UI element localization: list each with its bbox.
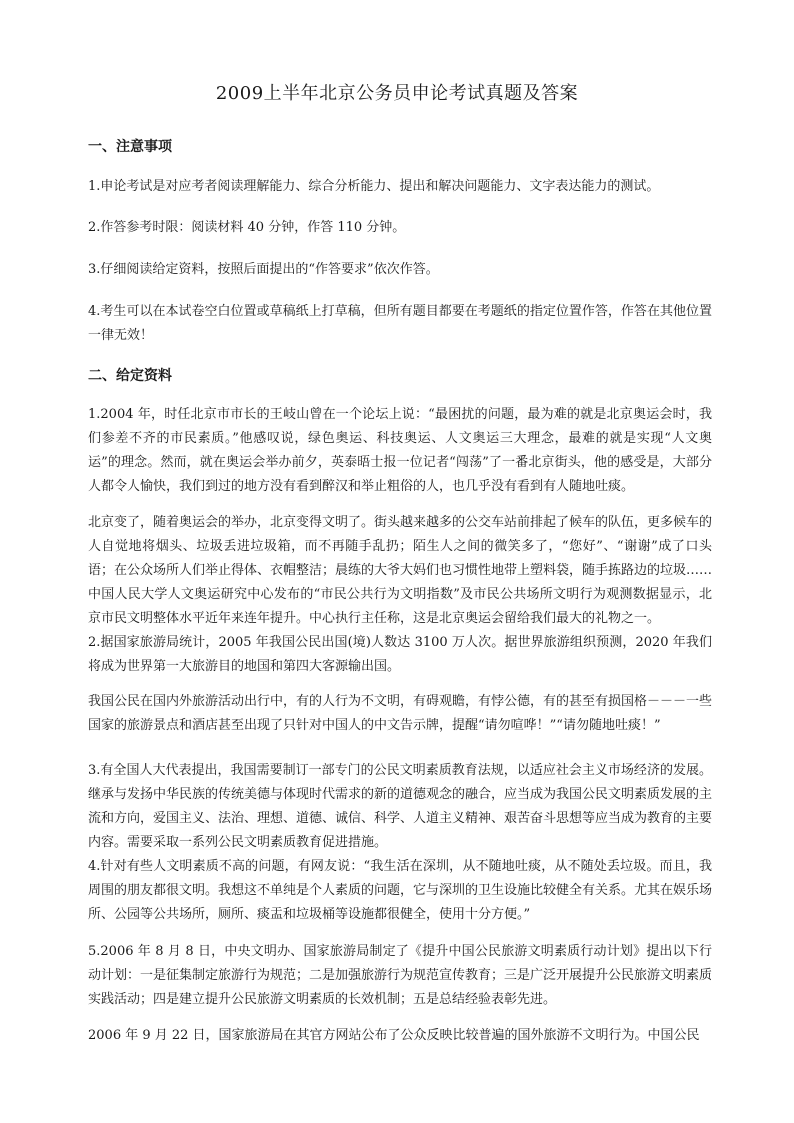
notes-item-4: 4.考生可以在本试卷空白位置或草稿纸上打草稿，但所有题目都要在考题纸的指定位置作答，作答在其他位置一律无效！ xyxy=(88,304,712,343)
material-paragraph-8: 2006 年 9 月 22 日，国家旅游局在其官方网站公布了公众反映比较普遍的国外旅游不文明行为。中国公民 xyxy=(88,1028,700,1043)
material-paragraph-1: 1.2004 年，时任北京市市长的王岐山曾在一个论坛上说：“最困扰的问题，最为难的就是北京奥运会时，我们参差不齐的市民素质。”他感叹说，绿色奥运、科技奥运、人文奥运三大理念，最难的就是实现“人文奥运”的理念。然而，就在奥运会举办前夕，英泰晤士报一位记者“闯荡”了一番北京街头，他的感受是，大部分人都令人愉快，我们到过的地方没有看到醉汉和举止粗俗的人，也几乎没有看到有人随地吐痰。 xyxy=(88,407,712,494)
material-paragraph-2: 北京变了，随着奥运会的举办，北京变得文明了。街头越来越多的公交车站前排起了候车的队伍，更多候车的人自觉地将烟头、垃圾丢进垃圾箱，而不再随手乱扔；陌生人之间的微笑多了，“您好”、“谢谢”成了口头语；在公众场所人们举止得体、衣帽整洁；晨练的大爷大妈们也习惯性地带上塑料袋，随手拣路边的垃圾……中国人民大学人文奥运研究中心发布的“市民公共行为文明指数”及市民公共场所文明行为观测数据显示，北京市民文明整体水平近年来连年提升。中心执行主任称，这是北京奥运会留给我们最大的礼物之一。 xyxy=(88,515,713,626)
section-heading-materials: 二、给定资料 xyxy=(88,368,172,384)
notes-item-2: 2.作答参考时限：阅读材料 40 分钟，作答 110 分钟。 xyxy=(88,220,406,235)
notes-item-3: 3.仔细阅读给定资料，按照后面提出的“作答要求”依次作答。 xyxy=(88,262,439,277)
section-heading-notes: 一、注意事项 xyxy=(88,139,172,155)
document-title: 2009上半年北京公务员申论考试真题及答案 xyxy=(215,83,579,104)
material-paragraph-4: 我国公民在国内外旅游活动出行中，有的人行为不文明，有碍观瞻，有悖公德，有的甚至有损国格－－－一些国家的旅游景点和酒店甚至出现了只针对中国人的中文告示牌，提醒“请勿喧哗！”“请勿随地吐痰！” xyxy=(88,694,713,733)
notes-item-1: 1.申论考试是对应考者阅读理解能力、综合分析能力、提出和解决问题能力、文字表达能力的测试。 xyxy=(88,179,660,194)
material-paragraph-3: 2.据国家旅游局统计，2005 年我国公民出国(境)人数达 3100 万人次。据世界旅游组织预测，2020 年我们将成为世界第一大旅游目的地国和第四大客源输出国。 xyxy=(88,635,712,674)
material-paragraph-6: 4.针对有些人文明素质不高的问题，有网友说：“我生活在深圳，从不随地吐痰，从不随处丢垃圾。而且，我周围的朋友都很文明。我想这不单纯是个人素质的问题，它与深圳的卫生设施比较健全有关系。尤其在娱乐场所、公园等公共场所，厕所、痰盂和垃圾桶等设施都很健全，使用十分方便。” xyxy=(88,859,713,922)
material-paragraph-7: 5.2006 年 8 月 8 日，中央文明办、国家旅游局制定了《提升中国公民旅游文明素质行动计划》提出以下行动计划：一是征集制定旅游行为规范；二是加强旅游行为规范宣传教育；三是广泛开展提升公民旅游文明素质实践活动；四是建立提升公民旅游文明素质的长效机制；五是总结经验表彰先进。 xyxy=(88,944,713,1007)
material-paragraph-5: 3.有全国人大代表提出，我国需要制订一部专门的公民文明素质教育法规，以适应社会主义市场经济的发展。继承与发扬中华民族的传统美德与体现时代需求的新的道德观念的融合，应当成为我国公民文明素质发展的主流和方向，爱国主义、法治、理想、道德、诚信、科学、人道主义精神、艰苦奋斗思想等应当成为教育的主要内容。需要采取一系列公民文明素质教育促进措施。 xyxy=(88,763,713,850)
